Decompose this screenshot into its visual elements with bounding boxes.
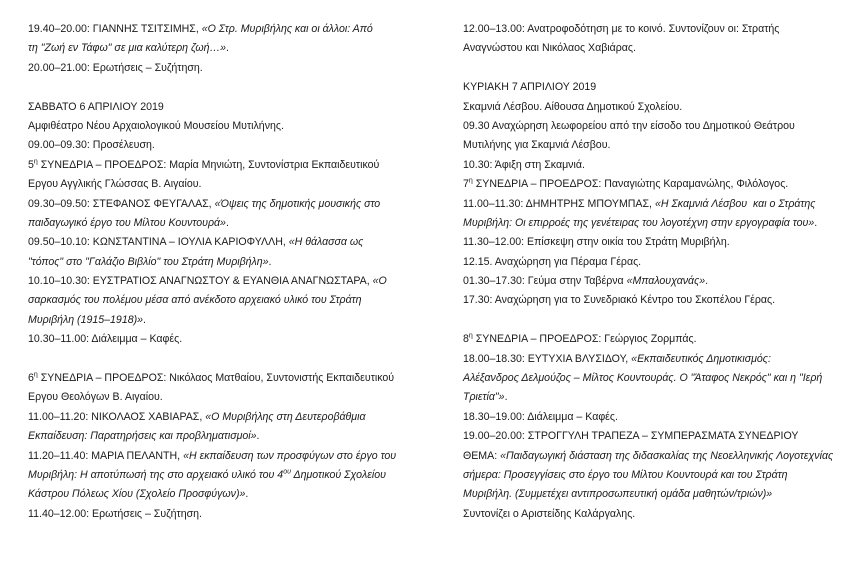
talk-title: "Ζωή εν Τάφω" [40, 42, 112, 55]
day-header-saturday: ΣΑΒΒΑΤΟ 6 ΑΠΡΙΛΙΟΥ 2019 [28, 100, 164, 113]
talk-title: Μυριβήλη (1915–1918)» [28, 313, 144, 326]
session-chair: ΣΥΝΕΔΡΙΑ – ΠΡΟΕΔΡΟΣ: Παναγιώτης Καραμανώλης, Φιλόλογος. [472, 178, 789, 191]
talk-title: Μυριβήλη: Οι επιρροές της γενέτειρας του λογοτέχνη στην εργογραφία του» [463, 216, 815, 229]
ordinal-suffix: η [468, 332, 473, 340]
qa-line: 20.00–21.00: Ερωτήσεις – Συζήτηση. [28, 61, 203, 74]
time-speaker: 18.00–18.30: ΕΥΤΥΧΙΑ ΒΛΥΣΙΔΟΥ, [463, 352, 632, 365]
program-line [28, 233, 416, 252]
program-line [28, 427, 416, 446]
departure-line: Μυτιλήνης για Σκαμνιά Λέσβου. [463, 139, 611, 152]
ordinal-suffix: ου [283, 468, 291, 476]
talk-title: «Η θάλασσα ως [288, 236, 364, 249]
program-line [28, 485, 416, 504]
punctuation: . [225, 42, 229, 55]
tavern-name: «Μπαλουχανάς» [626, 275, 706, 288]
ordinal-suffix: η [33, 371, 38, 379]
program-line [463, 195, 843, 214]
left-column [28, 20, 416, 524]
punctuation: . [256, 430, 260, 443]
talk-title: «Εκπαιδευτικός Δημοτικισμός: [631, 352, 771, 365]
time-speaker: 19.40–20.00: ΓΙΑΝΝΗΣ ΤΣΙΤΣΙΜΗΣ, [28, 23, 202, 35]
talk-title: Κάστρου Πόλεως Χίου (Σχολείο Προσφύγων)» [28, 488, 246, 501]
program-line [28, 214, 416, 233]
qa-line: 11.40–12.00: Ερωτήσεις – Συζήτηση. [28, 507, 202, 520]
talk-title: «Όψεις της δημοτικής μουσικής στο [214, 197, 381, 210]
spacer [463, 311, 843, 330]
talk-title: τη [28, 42, 41, 55]
program-line [28, 447, 416, 466]
punctuation: . [504, 391, 508, 404]
day-header-sunday: ΚΥΡΙΑΚΗ 7 ΑΠΡΙΛΙΟΥ 2019 [463, 81, 597, 94]
talk-title: Τριετία"» [463, 391, 505, 404]
venue-line: Σκαμνιά Λέσβου. Αίθουσα Δημοτικού Σχολείου. [463, 100, 683, 113]
program-line [28, 20, 416, 39]
visit-line: 11.30–12.00: Επίσκεψη στην οικία του Στράτη Μυριβήλη. [463, 236, 730, 249]
time-speaker: 11.00–11.30: ΔΗΜΗΤΡΗΣ ΜΠΟΥΜΠΑΣ, [463, 197, 655, 210]
talk-title: σαρκασμός του πολέμου μέσα από ανέκδοτο αρχειακό υλικό του Στράτη [28, 294, 362, 307]
arrival-line: 10.30: Άφιξη στη Σκαμνιά. [463, 158, 585, 171]
feedback-line: Αναγνώστου και Νικόλαος Χαβιάρας. [463, 42, 636, 55]
program-line [463, 388, 843, 407]
talk-title: Δημοτικού Σχολείου [290, 468, 386, 481]
program-line [28, 311, 416, 330]
feedback-line: 12.00–13.00: Ανατροφοδότηση με το κοινό. Συντονίζουν οι: Στρατής [463, 23, 780, 35]
session-chair: ΣΥΝΕΔΡΙΑ – ΠΡΟΕΔΡΟΣ: Μαρία Μηνιώτη, Συντονίστρια Εκπαιδευτικού [37, 158, 380, 171]
spacer [28, 78, 416, 97]
time-speaker: 09.50–10.10: ΚΩΝΣΤΑΝΤΙΝΑ – ΙΟΥΛΙΑ ΚΑΡΙΟΦΥΛΛΗ, [28, 236, 289, 249]
talk-title: «Η εκπαίδευση των προσφύγων στο έργο του [183, 449, 397, 462]
theme-label: ΘΕΜΑ: [463, 449, 501, 462]
theme-title: «Παιδαγωγική διάσταση της διδασκαλίας της Νεοελληνικής Λογοτεχνίας [500, 449, 834, 462]
session-header-5 [28, 156, 416, 175]
talk-title: παιδαγωγικό έργο του Μίλτου Κουντουρά» [28, 216, 226, 229]
punctuation: . [268, 255, 272, 268]
talk-title: "τόπος" στο "Γαλάζιο Βιβλίο" του Στράτη Μυριβήλη» [28, 255, 269, 268]
program-line [28, 195, 416, 214]
time-speaker: 11.20–11.40: ΜΑΡΙΑ ΠΕΛΑΝΤΗ, [28, 449, 184, 462]
session-header-7 [463, 175, 843, 194]
coordinator-line: Συντονίζει ο Αριστείδης Καλάργαλης. [463, 507, 636, 520]
punctuation: . [143, 313, 146, 326]
program-line [28, 39, 416, 58]
theme-title: Μυριβήλη. (Συμμετέχει αντιπροσωπευτική ομάδα μαθητών/τριών)» [463, 488, 773, 501]
theme-line [463, 447, 843, 466]
session-number: 5 [28, 158, 34, 171]
break-line: 18.30–19.00: Διάλειμμα – Καφές. [463, 410, 618, 423]
talk-title: Μυριβήλη: Η αποτύπωσή της στο αρχειακό υλικό του 4 [28, 468, 284, 481]
break-line: 10.30–11.00: Διάλειμμα – Καφές. [28, 333, 183, 346]
session-number: 7 [463, 178, 469, 191]
time-speaker: 10.10–10.30: ΕΥΣΤΡΑΤΙΟΣ ΑΝΑΓΝΩΣΤΟΥ & ΕΥΑΝΘΙΑ ΑΝΑΓΝΩΣΤΑΡΑ, [28, 275, 373, 288]
talk-title: «Ο [372, 275, 387, 288]
ordinal-suffix: η [468, 177, 473, 185]
departure-line: 09.30 Αναχώρηση λεωφορείου από την είσοδο του Δημοτικού Θεάτρου [463, 119, 795, 132]
departure-line: 12.15. Αναχώρηση για Πέραμα Γέρας. [463, 255, 642, 268]
program-line [463, 350, 843, 369]
punctuation: . [814, 216, 818, 229]
right-column [463, 20, 843, 524]
talk-title: Αλέξανδρος Δελμούζος – Μίλτος Κουντουράς. Ο "Άταφος Νεκρός" και η "Ιερή [463, 372, 823, 385]
time-speaker: 09.30–09.50: ΣΤΕΦΑΝΟΣ ΦΕΥΓΑΛΑΣ, [28, 197, 215, 210]
lunch-time: 01.30–17.30: Γεύμα στην Ταβέρνα [463, 275, 627, 288]
session-chair-role: Εργου Θεολόγων Β. Αιγαίου. [28, 391, 163, 404]
punctuation: . [705, 275, 709, 288]
punctuation: . [245, 488, 249, 501]
program-line [28, 408, 416, 427]
theme-title: σήμερα: Προσεγγίσεις στο έργο του Μίλτου Κουντουρά και του Στράτη [463, 468, 788, 481]
program-line [28, 253, 416, 272]
program-line [28, 466, 416, 485]
round-table-line: 19.00–20.00: ΣΤΡΟΓΓΥΛΗ ΤΡΑΠΕΖΑ – ΣΥΜΠΕΡΑΣΜΑΤΑ ΣΥΝΕΔΡΙΟΥ [463, 430, 799, 443]
venue-line: Αμφιθέατρο Νέου Αρχαιολογικού Μουσείου Μυτιλήνης. [28, 119, 284, 132]
session-chair: ΣΥΝΕΔΡΙΑ – ΠΡΟΕΔΡΟΣ: Νικόλαος Ματθαίου, Συντονιστής Εκπαιδευτικού [37, 372, 395, 385]
spacer [463, 59, 843, 78]
spacer [28, 350, 416, 369]
punctuation: . [225, 216, 229, 229]
talk-title: «Ο Μυριβήλης στη Δευτεροβάθμια [205, 410, 366, 423]
talk-title: «Η Σκαμνιά Λέσβου και ο Στράτης [654, 197, 816, 210]
departure-line: 17.30: Αναχώρηση για το Συνεδριακό Κέντρο του Σκοπέλου Γέρας. [463, 294, 776, 307]
greeting-line: 09.00–09.30: Προσέλευση. [28, 139, 155, 152]
session-chair-role: Εργου Αγγλικής Γλώσσας Β. Αιγαίου. [28, 178, 202, 191]
session-chair: ΣΥΝΕΔΡΙΑ – ΠΡΟΕΔΡΟΣ: Γεώργιος Ζορμπάς. [472, 333, 697, 346]
session-header-6 [28, 369, 416, 388]
time-speaker: 11.00–11.20: ΝΙΚΟΛΑΟΣ ΧΑΒΙΑΡΑΣ, [28, 410, 206, 423]
talk-title: «Ο Στρ. Μυριβήλης και οι άλλοι: Από [201, 23, 373, 35]
program-line [28, 272, 416, 291]
ordinal-suffix: η [33, 158, 38, 166]
talk-title: σε μια καλύτερη ζωή…» [111, 42, 226, 55]
talk-title: Εκπαίδευση: Παρατηρήσεις και προβληματισμοί» [28, 430, 257, 443]
session-number: 8 [463, 333, 469, 346]
session-number: 6 [28, 372, 34, 385]
program-line [463, 214, 843, 233]
lunch-line [463, 272, 843, 291]
session-header-8 [463, 330, 843, 349]
